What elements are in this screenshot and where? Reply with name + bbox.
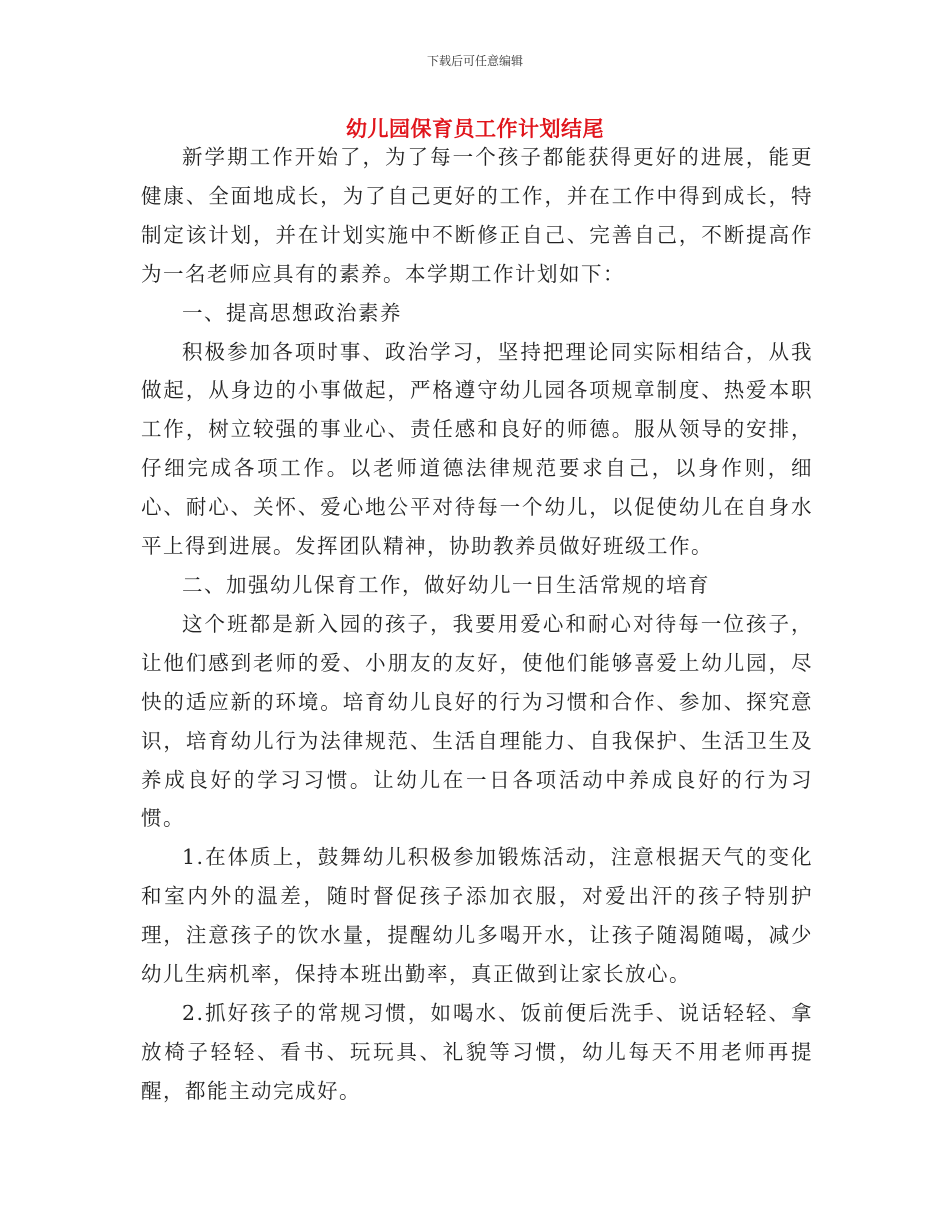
header-note: 下载后可任意编辑 [426,54,523,68]
document-title: 幼儿园保育员工作计划结尾 [346,117,604,141]
paragraph-section-1: 积极参加各项时事、政治学习，坚持把理论同实际相结合，从我做起，从身边的小事做起，严格遵守幼儿园各项规章制度、热爱本职工作，树立较强的事业心、责任感和良好的师德。服从领导的安排，仔细完成各项工作。以老师道德法律规范要求自己，以身作则，细心、耐心、关怀、爱心地公平对待每一个幼儿，以促使幼儿在自身水平上得到进展。发挥团队精神，协助教养员做好班级工作。 [141,339,813,559]
list-item-1: 1.在体质上，鼓舞幼儿积极参加锻炼活动，注意根据天气的变化和室内外的温差，随时督促孩子添加衣服，对爱出汗的孩子特别护理，注意孩子的饮水量，提醒幼儿多喝开水，让孩子随渴随喝，减少幼儿生病机率，保持本班出勤率，真正做到让家长放心。 [141,845,813,987]
section-heading-1: 一、提高思想政治素养 [182,300,402,325]
paragraph-section-2: 这个班都是新入园的孩子，我要用爱心和耐心对待每一位孩子，让他们感到老师的爱、小朋友的友好，使他们能够喜爱上幼儿园，尽快的适应新的环境。培育幼儿良好的行为习惯和合作、参加、探究意识，培育幼儿行为法律规范、生活自理能力、自我保护、生活卫生及养成良好的学习习惯。让幼儿在一日各项活动中养成良好的行为习惯。 [141,611,813,831]
section-heading-2: 二、加强幼儿保育工作，做好幼儿一日生活常规的培育 [182,572,710,597]
paragraph-intro: 新学期工作开始了，为了每一个孩子都能获得更好的进展，能更健康、全面地成长，为了自己更好的工作，并在工作中得到成长，特制定该计划，并在计划实施中不断修正自己、完善自己，不断提高作为一名老师应具有的素养。本学期工作计划如下： [141,145,813,286]
document-body [141,138,813,1111]
list-item-2: 2.抓好孩子的常规习惯，如喝水、饭前便后洗手、说话轻轻、拿放椅子轻轻、看书、玩玩具、礼貌等习惯，幼儿每天不用老师再提醒，都能主动完成好。 [141,1000,813,1103]
